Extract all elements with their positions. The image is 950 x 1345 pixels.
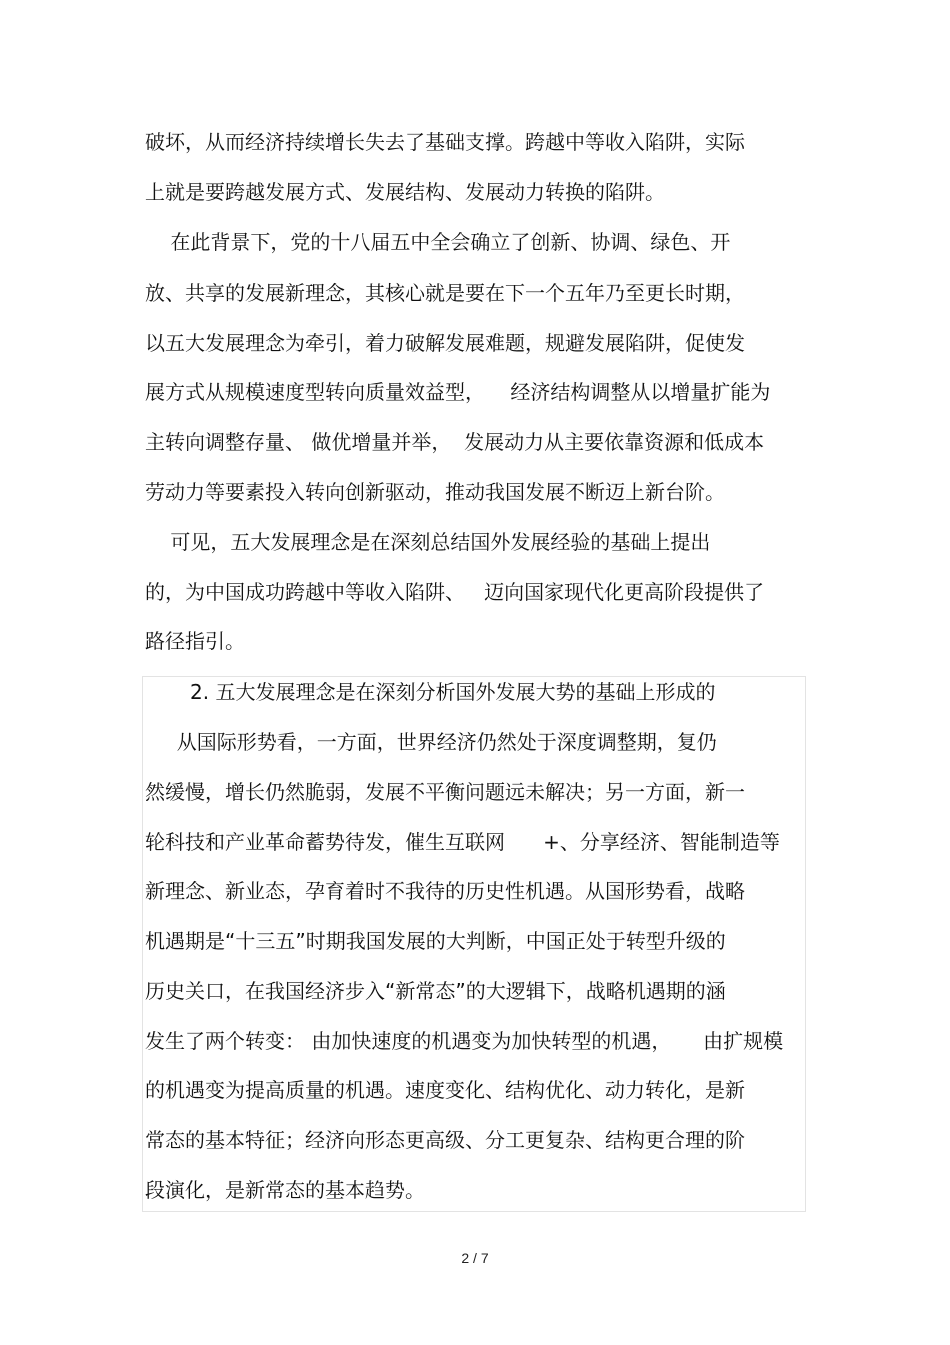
paragraph-start-line: 在此背景下，党的十八届五中全会确立了创新、协调、绿色、开 bbox=[145, 230, 731, 254]
page-number: 2 / 7 bbox=[461, 1250, 489, 1266]
text-line: 路径指引。 bbox=[145, 629, 245, 653]
text-line: 以五大发展理念为牵引，着力破解发展难题，规避发展陷阱，促使发 bbox=[145, 331, 745, 355]
text-line: 轮科技和产业革命蓄势待发，催生互联网 +、分享经济、智能制造等 bbox=[145, 830, 780, 854]
text-line: 段演化，是新常态的基本趋势。 bbox=[145, 1178, 425, 1202]
text-line: 常态的基本特征；经济向形态更高级、分工更复杂、结构更合理的阶 bbox=[145, 1128, 745, 1152]
text-line: 放、共享的发展新理念，其核心就是要在下一个五年乃至更长时期， bbox=[145, 281, 745, 305]
text-line: 的机遇变为提高质量的机遇。速度变化、结构优化、动力转化，是新 bbox=[145, 1078, 745, 1102]
text-line: 破坏，从而经济持续增长失去了基础支撑。跨越中等收入陷阱，实际 bbox=[145, 130, 745, 154]
text-line: 劳动力等要素投入转向创新驱动，推动我国发展不断迈上新台阶。 bbox=[145, 480, 725, 504]
paragraph-start-line: 从国际形势看，一方面，世界经济仍然处于深度调整期，复仍 bbox=[145, 730, 717, 754]
text-line: 机遇期是“十三五”时期我国发展的大判断，中国正处于转型升级的 bbox=[145, 929, 726, 953]
text-line: 展方式从规模速度型转向质量效益型， 经济结构调整从以增量扩能为 bbox=[145, 380, 771, 404]
text-line: 历史关口，在我国经济步入“新常态”的大逻辑下，战略机遇期的涵 bbox=[145, 979, 726, 1003]
text-line: 然缓慢，增长仍然脆弱，发展不平衡问题远未解决；另一方面，新一 bbox=[145, 780, 745, 804]
section-heading: 2. 五大发展理念是在深刻分析国外发展大势的基础上形成的 bbox=[190, 680, 716, 704]
text-line: 新理念、新业态，孕育着时不我待的历史性机遇。从国形势看，战略 bbox=[145, 879, 745, 903]
text-line: 的，为中国成功跨越中等收入陷阱、 迈向国家现代化更高阶段提供了 bbox=[145, 580, 765, 604]
text-line: 发生了两个转变： 由加快速度的机遇变为加快转型的机遇， 由扩规模 bbox=[145, 1029, 784, 1053]
text-line: 主转向调整存量、 做优增量并举， 发展动力从主要依靠资源和低成本 bbox=[145, 430, 765, 454]
paragraph-start-line: 可见，五大发展理念是在深刻总结国外发展经验的基础上提出 bbox=[145, 530, 711, 554]
text-line: 上就是要跨越发展方式、发展结构、发展动力转换的陷阱。 bbox=[145, 180, 665, 204]
